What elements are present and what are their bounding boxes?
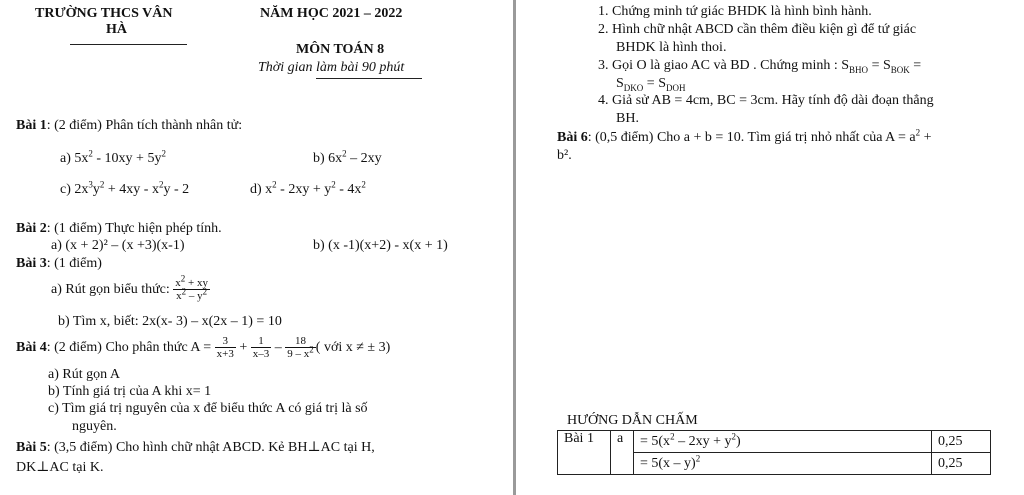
bai5-item2: 2. Hình chữ nhật ABCD cần thêm điều kiện gì để tứ giác [598,22,917,37]
bai2-heading: Bài 2: (1 điểm) Thực hiện phép tính. [16,221,222,236]
bai6-heading: Bài 6: (0,5 điểm) Cho a + b = 10. Tìm giá trị nhỏ nhất của $A = a^2$ + [557,127,932,145]
bai5-heading: Bài 5: (3,5 điểm) Cho hình chữ nhật ABCD. Kẻ BH⊥AC tại H, [16,440,375,455]
table-row [558,431,991,453]
bai2-a: a) (x + 2)² – (x +3)(x-1) [51,238,185,253]
bai5-item4-cont: BH. [616,111,639,126]
grading-title: HƯỚNG DẪN CHẤM [567,413,698,428]
bai1-c: c) $2x^3y^2 + 4xy - x^2y - 2$ [60,179,190,197]
bai3-heading: Bài 3: (1 điểm) [16,256,102,271]
bai3-b: b) Tìm x, biết: 2x(x- 3) – x(2x – 1) = 10 [58,314,282,329]
column-separator [513,0,516,495]
grading-bai-cell: Bài 1 [558,431,611,475]
school-name-line2: HÀ [106,22,127,37]
school-underline [70,44,187,45]
grading-score1: 0,25 [932,431,991,453]
bai3-fraction: $\frac{x^2 + xy}{x^2 - y^2}$ [175,273,209,303]
bai2-b: b) (x -1)(x+2) - x(x + 1) [313,238,448,253]
bai3-a: a) Rút gọn biểu thức: $\frac{x^2 + xy}{x^2 - y^2}$ [51,273,209,303]
grading-table [557,430,991,475]
grading-score2: 0,25 [932,453,991,475]
bai5-item2-cont: BHDK là hình thoi. [616,40,727,55]
bai5-item3-cont: $S_{DKO} = S_{DOH}$ [616,76,686,93]
duration-underline [316,78,422,79]
grading-part-cell: a [611,431,634,475]
bai5-item3: 3. Gọi O là giao AC và BD . Chứng minh : $S_{BHO} = S_{BOK}$ = [598,58,922,75]
subject-title: MÔN TOÁN 8 [296,42,385,57]
bai5-heading-cont: DK⊥AC tại K. [16,460,104,475]
bai4-heading: Bài 4: (2 điểm) Cho phân thức A = $\frac{3}{x+3}$ + $\frac{1}{x-3}$ – $\frac{18}{9 - x^2}$ ( với x ≠ ± 3) [16,335,391,361]
bai6-heading-cont: b². [557,148,572,163]
school-name-line1: TRƯỜNG THCS VÂN [35,6,173,21]
bai4-b: b) Tính giá trị của A khi x= 1 [48,384,212,399]
grading-step2: = 5(x – y)$^2$ [634,453,932,475]
bai1-heading: Bài 1: (2 điểm) Phân tích thành nhân tử: [16,118,243,133]
bai1-a: a) $5x^2 - 10xy + 5y^2$ [60,148,166,166]
bai1-b: b) $6x^2 - 2xy$ [313,148,382,166]
bai5-item1: 1. Chứng minh tứ giác BHDK là hình bình hành. [598,4,872,19]
bai1-d: d) $x^2 - 2xy + y^2 - 4x^2$ [250,179,366,197]
exam-duration: Thời gian làm bài 90 phút [258,60,405,75]
bai4-a: a) Rút gọn A [48,367,120,382]
bai5-item4: 4. Giả sử AB = 4cm, BC = 3cm. Hãy tính độ dài đoạn thẳng [598,93,934,108]
school-year: NĂM HỌC 2021 – 2022 [260,6,403,21]
bai4-c-cont: nguyên. [72,419,117,434]
bai4-c: c) Tìm giá trị nguyên của x để biểu thức A có giá trị là số [48,401,368,416]
grading-step1: = $5(x^2 - 2xy + y^2)$ [634,431,932,453]
